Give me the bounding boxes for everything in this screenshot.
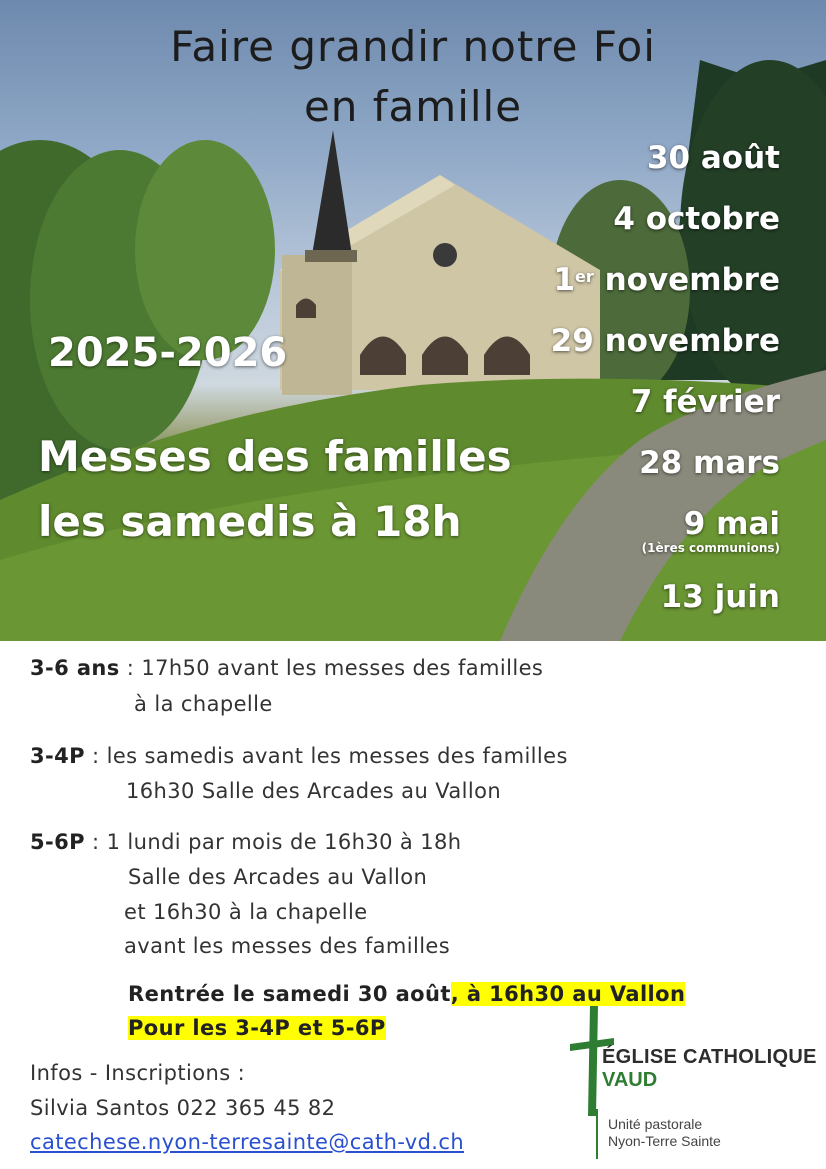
group-separator: : bbox=[84, 830, 107, 854]
date-ordinal: er bbox=[575, 267, 594, 286]
rentree-date: Rentrée le samedi 30 août bbox=[128, 982, 451, 1006]
group-label: 3-6 ans bbox=[30, 656, 120, 680]
date-item: 28 mars bbox=[639, 445, 780, 481]
date-day: 1 bbox=[553, 262, 576, 298]
rentree-groups-highlight: Pour les 3-4P et 5-6P bbox=[128, 1016, 386, 1040]
poster-title-line1: Faire grandir notre Foi bbox=[170, 22, 656, 71]
group-label: 3-4P bbox=[30, 744, 85, 768]
group-text: les samedis avant les messes des familles bbox=[106, 744, 568, 768]
date-item: 4 octobre bbox=[613, 201, 780, 237]
group-5-6p-line3: et 16h30 à la chapelle bbox=[124, 900, 368, 924]
group-text: 17h50 avant les messes des familles bbox=[141, 656, 544, 680]
church-logo bbox=[568, 1006, 818, 1166]
group-separator: : bbox=[119, 656, 142, 680]
group-5-6p-line1 bbox=[30, 830, 462, 854]
date-item: 7 février bbox=[630, 384, 780, 420]
logo-divider bbox=[596, 1109, 598, 1159]
group-3-6-line1 bbox=[30, 656, 543, 680]
contact-name-phone: Silvia Santos 022 365 45 82 bbox=[30, 1096, 336, 1120]
group-3-6-line2: à la chapelle bbox=[134, 692, 273, 716]
contact-email-link[interactable]: catechese.nyon-terresainte@cath-vd.ch bbox=[30, 1130, 465, 1154]
contact-heading: Infos - Inscriptions : bbox=[30, 1061, 246, 1085]
group-label: 5-6P bbox=[30, 830, 85, 854]
poster-title-line2: en famille bbox=[303, 82, 523, 131]
rentree-line2 bbox=[128, 1016, 386, 1040]
group-text: 1 lundi par mois de 16h30 à 18h bbox=[106, 830, 462, 854]
dates-list bbox=[551, 128, 780, 628]
rentree-time-highlight: , à 16h30 au Vallon bbox=[450, 982, 686, 1006]
date-month: novembre bbox=[593, 262, 780, 298]
group-5-6p-line2: Salle des Arcades au Vallon bbox=[128, 865, 428, 889]
date-note: (1ères communions) bbox=[641, 541, 780, 555]
group-3-4p-line1 bbox=[30, 744, 568, 768]
group-3-4p-line2: 16h30 Salle des Arcades au Vallon bbox=[126, 779, 502, 803]
date-item: 29 novembre bbox=[550, 323, 780, 359]
messes-heading-line1: Messes des familles bbox=[38, 432, 512, 481]
logo-title: ÉGLISE CATHOLIQUE bbox=[602, 1046, 817, 1068]
rentree-line1 bbox=[128, 982, 685, 1006]
messes-heading-line2: les samedis à 18h bbox=[38, 497, 462, 546]
group-5-6p-line4: avant les messes des familles bbox=[124, 934, 451, 958]
logo-unit-line1: Unité pastorale bbox=[608, 1116, 703, 1132]
logo-subtitle: VAUD bbox=[602, 1069, 658, 1091]
logo-unit-line2: Nyon-Terre Sainte bbox=[608, 1133, 721, 1149]
date-item: 30 août bbox=[646, 140, 780, 176]
logo-unit bbox=[608, 1116, 721, 1150]
date-item bbox=[551, 250, 780, 311]
group-separator: : bbox=[84, 744, 107, 768]
date-item: 9 mai bbox=[683, 506, 780, 542]
school-year: 2025-2026 bbox=[48, 330, 288, 376]
date-item: 13 juin bbox=[660, 579, 780, 615]
